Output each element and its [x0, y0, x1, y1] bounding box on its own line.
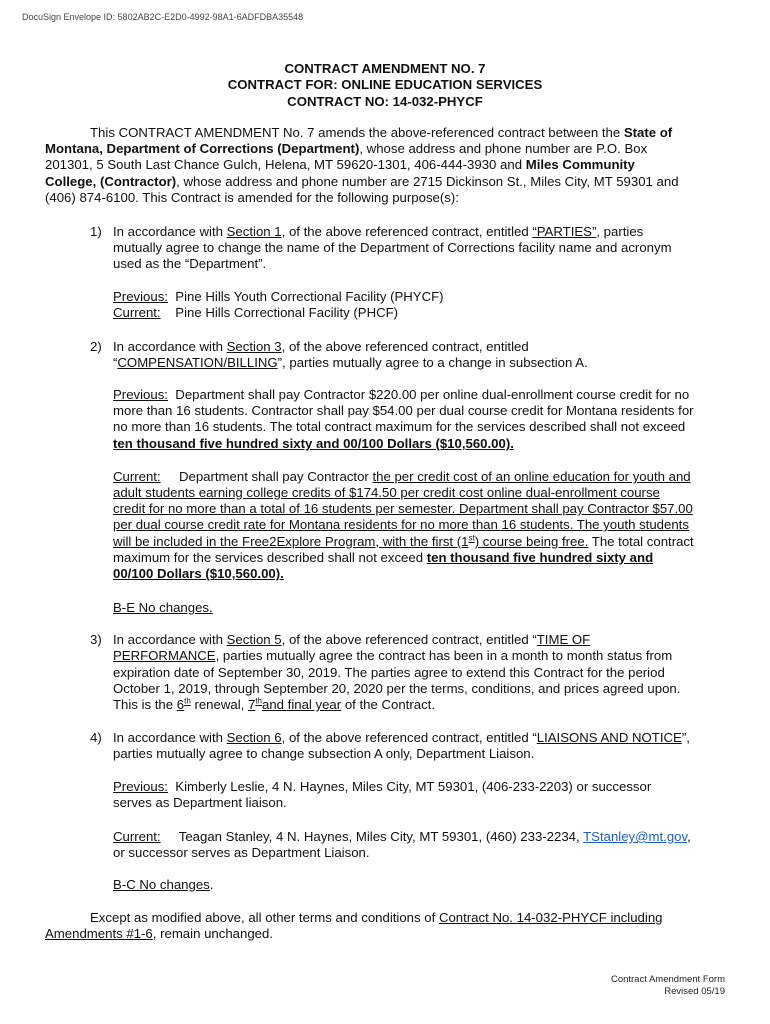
current-text: , [687, 829, 691, 844]
year-number: 7 [247, 697, 256, 712]
current-label: Current: [113, 469, 161, 484]
closing-text: Except as modified above, all other terms and conditions of [90, 910, 439, 925]
form-name: Contract Amendment Form [610, 974, 725, 985]
current-text-underlined: Department shall pay Contractor $57.00 [455, 501, 693, 516]
item3-line-2 [113, 648, 672, 664]
current-text-underlined: credit for no more than a total of 16 students per semester. [113, 501, 456, 516]
item1-line-2: mutually agree to change the name of the Department of Corrections facility name and acronym [113, 240, 672, 255]
item3-line-5 [113, 697, 435, 713]
previous-label: Previous: [113, 387, 168, 402]
item2-current-line-6 [113, 550, 653, 566]
section-title: “PARTIES” [532, 224, 597, 239]
current-amount: ten thousand five hundred sixty and [426, 550, 654, 565]
previous-label: Previous: [113, 289, 168, 304]
closing-text: , remain unchanged. [152, 926, 273, 941]
item-text: ”, [681, 730, 690, 745]
item-text: In accordance with [113, 730, 227, 745]
intro-text: This CONTRACT AMENDMENT No. 7 amends the above-referenced contract between the [90, 125, 624, 140]
previous-text: Kimberly Leslie, 4 N. Haynes, Miles City, MT 59301, (406-233-2203) or successor [167, 779, 652, 794]
current-label: Current: [113, 305, 161, 320]
item4-previous-line-2: serves as Department liaison. [113, 795, 287, 810]
closing-line-2 [45, 926, 273, 942]
item-text: , of the above referenced contract, entitled [281, 224, 533, 239]
final-year-text: and final year [261, 697, 342, 712]
previous-text: Department shall pay Contractor $220.00 per online dual-enrollment course credit for no [167, 387, 690, 402]
previous-label: Previous: [113, 779, 168, 794]
item2-previous-line-1 [113, 387, 689, 403]
section-title: TIME OF [536, 632, 591, 647]
section-reference: Section 1 [226, 224, 282, 239]
intro-text: , whose address and phone number are P.O. Box [359, 141, 648, 156]
section-title: LIAISONS AND NOTICE [536, 730, 682, 745]
intro-line-1 [90, 125, 672, 141]
item4-line-1 [113, 730, 690, 746]
intro-text: 201301, 5 South Last Chance Gulch, Helena, MT 59620-1301, 406-444-3930 and [45, 157, 526, 172]
item-text: of the Contract. [341, 697, 435, 712]
item2-previous-line-3: no more than 16 students. The total contract maximum for the services described shall not exceed [113, 419, 686, 434]
item4-previous-line-1 [113, 779, 651, 795]
current-text: maximum for the services described shall not exceed [113, 550, 427, 565]
intro-line-2 [45, 141, 647, 157]
item-text: renewal, [190, 697, 248, 712]
contract-for-title: CONTRACT FOR: ONLINE EDUCATION SERVICES [227, 77, 543, 93]
no-changes-text: B-C No changes [113, 877, 210, 892]
item2-current-line-3 [113, 501, 693, 517]
item2-current-line-4: per dual course credit rate for Montana residents for no more than 16 students. The youth students [113, 517, 689, 532]
item3-line-1 [113, 632, 590, 648]
party-department: Montana, Department of Corrections (Department) [45, 141, 360, 156]
item2-no-changes: B-E No changes. [113, 600, 213, 615]
item-number: 1) [90, 224, 102, 239]
item4-line-2: parties mutually agree to change subsection A only, Department Liaison. [113, 746, 535, 761]
item4-current-line-1 [113, 829, 691, 845]
party-contractor: Miles Community [525, 157, 635, 172]
current-text: The total contract [588, 534, 694, 549]
item-text: , of the above referenced contract, entitled “ [281, 730, 537, 745]
section-reference: Section 5 [226, 632, 282, 647]
item-text: This is the [113, 697, 177, 712]
item2-current-line-2: adult students earning college credits of $174.50 per credit cost online dual-enrollment course [113, 485, 660, 500]
item2-current-line-7: 00/100 Dollars ($10,560.00). [113, 566, 284, 581]
current-text: Teagan Stanley, 4 N. Haynes, Miles City, MT 59301, (460) 233-2234, [160, 829, 584, 844]
item1-line-1 [113, 224, 643, 240]
item-text: , parties mutually agree the contract has been in a month to month status from [215, 648, 673, 663]
party-contractor: College, (Contractor) [45, 174, 177, 189]
current-text-underlined: ) course being free. [474, 534, 589, 549]
item-number: 4) [90, 730, 102, 745]
item-number: 2) [90, 339, 102, 354]
item-text: In accordance with [113, 224, 227, 239]
section-reference: Section 6 [226, 730, 282, 745]
section-title: COMPENSATION/BILLING [117, 355, 278, 370]
item1-line-3: used as the “Department”. [113, 256, 267, 271]
item-text: , of the above referenced contract, entitled [281, 339, 529, 354]
liaison-email-link[interactable]: TStanley@mt.gov [583, 829, 688, 844]
amendments-reference: Amendments #1-6 [45, 926, 153, 941]
intro-line-4 [45, 174, 679, 190]
item4-current-line-2: or successor serves as Department Liaison. [113, 845, 370, 860]
item-number: 3) [90, 632, 102, 647]
item3-line-4: October 1, 2019, through September 20, 2020 per the terms, conditions, and prices agreed upon. [113, 681, 681, 696]
superscript: th [184, 696, 191, 706]
item-text: “ [113, 355, 118, 370]
item1-current [113, 305, 398, 321]
item-text: . [209, 877, 214, 892]
current-text-underlined: the per credit cost of an online education for youth and [372, 469, 691, 484]
intro-text: , whose address and phone number are 2715 Dickinson St., Miles City, MT 59301 and [176, 174, 679, 189]
item-text: In accordance with [113, 632, 227, 647]
contract-number-title: CONTRACT NO: 14-032-PHYCF [287, 93, 483, 109]
item-text: ”, parties mutually agree to a change in subsection A. [277, 355, 588, 370]
item2-current-line-1 [113, 469, 691, 485]
current-text-underlined: will be included in the Free2Explore Program, with the first (1 [113, 534, 469, 549]
item1-previous [113, 289, 444, 305]
docusign-envelope-id: DocuSign Envelope ID: 5802AB2C-E2D0-4992-98A1-6ADFDBA35548 [22, 12, 304, 22]
superscript: st [468, 533, 475, 543]
closing-line-1 [90, 910, 663, 926]
item4-no-changes [113, 877, 213, 893]
revision-date: Revised 05/19 [664, 986, 725, 997]
previous-text: Pine Hills Youth Correctional Facility (PHYCF) [167, 289, 444, 304]
page-footer [611, 974, 725, 998]
item-text: In accordance with [113, 339, 227, 354]
current-text: Department shall pay Contractor [160, 469, 373, 484]
current-text: Pine Hills Correctional Facility (PHCF) [160, 305, 399, 320]
item2-line-2 [113, 355, 588, 371]
item-text: , parties [596, 224, 644, 239]
party-state: State of [623, 125, 673, 140]
intro-line-5: (406) 874-6100. This Contract is amended for the following purpose(s): [45, 190, 459, 205]
item-text: , of the above referenced contract, entitled “ [281, 632, 537, 647]
item2-line-1 [113, 339, 529, 355]
contract-reference: Contract No. 14-032-PHYCF including [438, 910, 663, 925]
section-reference: Section 3 [226, 339, 282, 354]
superscript: th [255, 696, 262, 706]
intro-line-3 [45, 157, 635, 173]
amendment-title: CONTRACT AMENDMENT NO. 7 [284, 61, 486, 76]
renewal-number: 6 [176, 697, 185, 712]
document-heading [0, 61, 770, 110]
item2-previous-line-2: more than 16 students. Contractor shall pay $54.00 per dual course credit for Montana residents for [113, 403, 694, 418]
item2-previous-amount: ten thousand five hundred sixty and 00/100 Dollars ($10,560.00). [113, 436, 514, 451]
section-title: PERFORMANCE [113, 648, 216, 663]
item3-line-3: expiration date of September 30, 2019. The parties agree to extend this Contract for the period [113, 665, 665, 680]
current-label: Current: [113, 829, 161, 844]
item2-current-line-5 [113, 534, 694, 550]
